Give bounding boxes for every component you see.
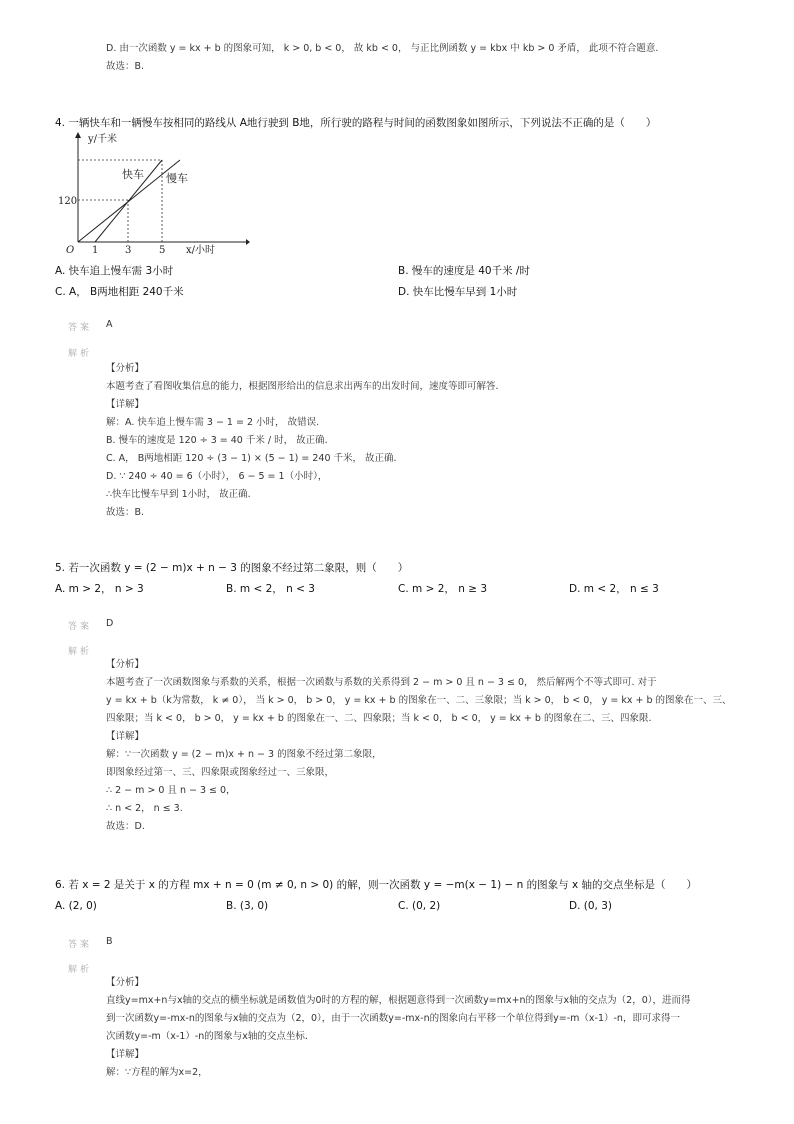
- x-tick-3: 3: [125, 245, 132, 256]
- distance-time-graph: [50, 130, 250, 256]
- q6-line: 【详解】: [106, 1049, 145, 1060]
- q6-analysis-label: 解析: [68, 965, 93, 975]
- prev-answer-line: D. 由一次函数 y = kx + b 的图象可知， k > 0, b < 0， 故 kb < 0， 与正比例函数 y = kbx 中 kb > 0 矛盾， 此项不符合题意.: [106, 43, 659, 54]
- q4-line: B. 慢车的速度是 120 ÷ 3 = 40 千米 / 时， 故正确.: [106, 435, 328, 446]
- q4-analysis: [106, 360, 499, 522]
- q5-option-a[interactable]: A. m > 2， n > 3: [55, 583, 144, 595]
- q5-line: 【分析】: [106, 659, 145, 670]
- q4-analysis-label: 解析: [68, 349, 93, 359]
- q6-line: 到一次函数y=-mx-n的图象与x轴的交点为（2，0），由于一次函数y=-mx-n的图象向右平移一个单位得到y=-m（x-1）-n，即可求得一: [106, 1013, 680, 1024]
- q5-answer: D: [106, 618, 114, 629]
- q5-line: 故选：D.: [106, 821, 145, 832]
- q4-option-c[interactable]: C. A， B两地相距 240千米: [55, 286, 184, 298]
- q5-line: ∴ n < 2， n ≤ 3.: [106, 803, 183, 814]
- origin-label: O: [66, 245, 75, 256]
- q6-line: 【分析】: [106, 977, 145, 988]
- q6-answer-label: 答案: [68, 940, 93, 950]
- question-6-stem: 6. 若 x = 2 是关于 x 的方程 mx + n = 0 (m ≠ 0, n > 0) 的解，则一次函数 y = −m(x − 1) − n 的图象与 x 轴的交点坐标是（ ）: [55, 879, 698, 891]
- q6-option-a[interactable]: A. (2, 0): [55, 900, 97, 912]
- q4-answer: A: [106, 319, 113, 330]
- q4-line: D. ∵ 240 ÷ 40 = 6（小时）， 6 − 5 = 1（小时），: [106, 471, 328, 482]
- q4-line: 解：A. 快车追上慢车需 3 − 1 = 2 小时， 故错误.: [106, 417, 320, 428]
- q5-option-c[interactable]: C. m > 2， n ≥ 3: [398, 583, 488, 595]
- q4-option-b[interactable]: B. 慢车的速度是 40千米 /时: [398, 265, 530, 277]
- q6-option-b[interactable]: B. (3, 0): [226, 900, 269, 912]
- q4-line: C. A， B两地相距 120 ÷ (3 − 1) × (5 − 1) = 240 千米， 故正确.: [106, 453, 397, 464]
- q5-line: 本题考查了一次函数图象与系数的关系，根据一次函数与系数的关系得到 2 − m > 0 且 n − 3 ≤ 0， 然后解两个不等式即可. 对于: [106, 677, 657, 688]
- y-tick-120: 120: [58, 196, 78, 207]
- slow-car-label: 慢车: [166, 172, 188, 185]
- x-tick-1: 1: [92, 245, 99, 256]
- q4-option-d[interactable]: D. 快车比慢车早到 1小时: [398, 286, 518, 298]
- q5-option-b[interactable]: B. m < 2， n < 3: [226, 583, 315, 595]
- q5-line: y = kx + b（k为常数， k ≠ 0）， 当 k > 0， b > 0， y = kx + b 的图象在一、二、三象限；当 k > 0， b < 0， y = kx + b 的图象在一、三、: [106, 695, 732, 706]
- q5-line: 四象限；当 k < 0， b > 0， y = kx + b 的图象在一、二、四象限；当 k < 0， b < 0， y = kx + b 的图象在二、三、四象限.: [106, 713, 652, 724]
- q6-option-c[interactable]: C. (0, 2): [398, 900, 441, 912]
- q4-option-a[interactable]: A. 快车追上慢车需 3小时: [55, 265, 174, 277]
- x-axis-arrow: [246, 239, 250, 245]
- y-axis-arrow: [75, 132, 81, 138]
- y-axis-label: y/千米: [88, 134, 118, 145]
- q4-line: 【详解】: [106, 399, 145, 410]
- q5-line: 【详解】: [106, 731, 145, 742]
- fast-car-label: 快车: [122, 168, 144, 181]
- q4-line: 本题考查了看图收集信息的能力，根据图形给出的信息求出两车的出发时间，速度等即可解答.: [106, 381, 499, 392]
- q6-line: 解：∵方程的解为x=2，: [106, 1067, 208, 1078]
- prev-answer-choice: 故选：B.: [106, 61, 145, 72]
- q6-analysis: [106, 974, 691, 1082]
- q5-analysis: [106, 656, 732, 836]
- q6-answer: B: [106, 936, 113, 947]
- x-tick-5: 5: [159, 245, 166, 256]
- question-5-stem: 5. 若一次函数 y = (2 − m)x + n − 3 的图象不经过第二象限，则（ ）: [55, 562, 409, 574]
- q5-option-d[interactable]: D. m < 2， n ≤ 3: [569, 583, 659, 595]
- q5-line: ∴ 2 − m > 0 且 n − 3 ≤ 0，: [106, 785, 236, 796]
- q6-line: 次函数y=-m（x-1）-n的图象与x轴的交点坐标.: [106, 1031, 308, 1042]
- q5-answer-label: 答案: [68, 622, 93, 632]
- q4-answer-label: 答案: [68, 323, 93, 333]
- q6-line: 直线y=mx+n与x轴的交点的横坐标就是函数值为0时的方程的解，根据题意得到一次函数y=mx+n的图象与x轴的交点为（2，0），进而得: [106, 995, 691, 1006]
- question-4-stem: 4. 一辆快车和一辆慢车按相同的路线从 A地行驶到 B地，所行驶的路程与时间的函数图象如图所示，下列说法不正确的是（ ）: [55, 117, 657, 129]
- q5-line: 即图象经过第一、三、四象限或图象经过一、三象限，: [106, 767, 335, 778]
- q5-line: 解：∵一次函数 y = (2 − m)x + n − 3 的图象不经过第二象限，: [106, 749, 382, 760]
- q6-option-d[interactable]: D. (0, 3): [569, 900, 612, 912]
- q4-line: ∴快车比慢车早到 1小时， 故正确.: [106, 489, 251, 500]
- q4-line: 【分析】: [106, 363, 145, 374]
- x-axis-label: x/小时: [186, 245, 216, 256]
- q4-line: 故选：B.: [106, 507, 145, 518]
- q5-analysis-label: 解析: [68, 647, 93, 657]
